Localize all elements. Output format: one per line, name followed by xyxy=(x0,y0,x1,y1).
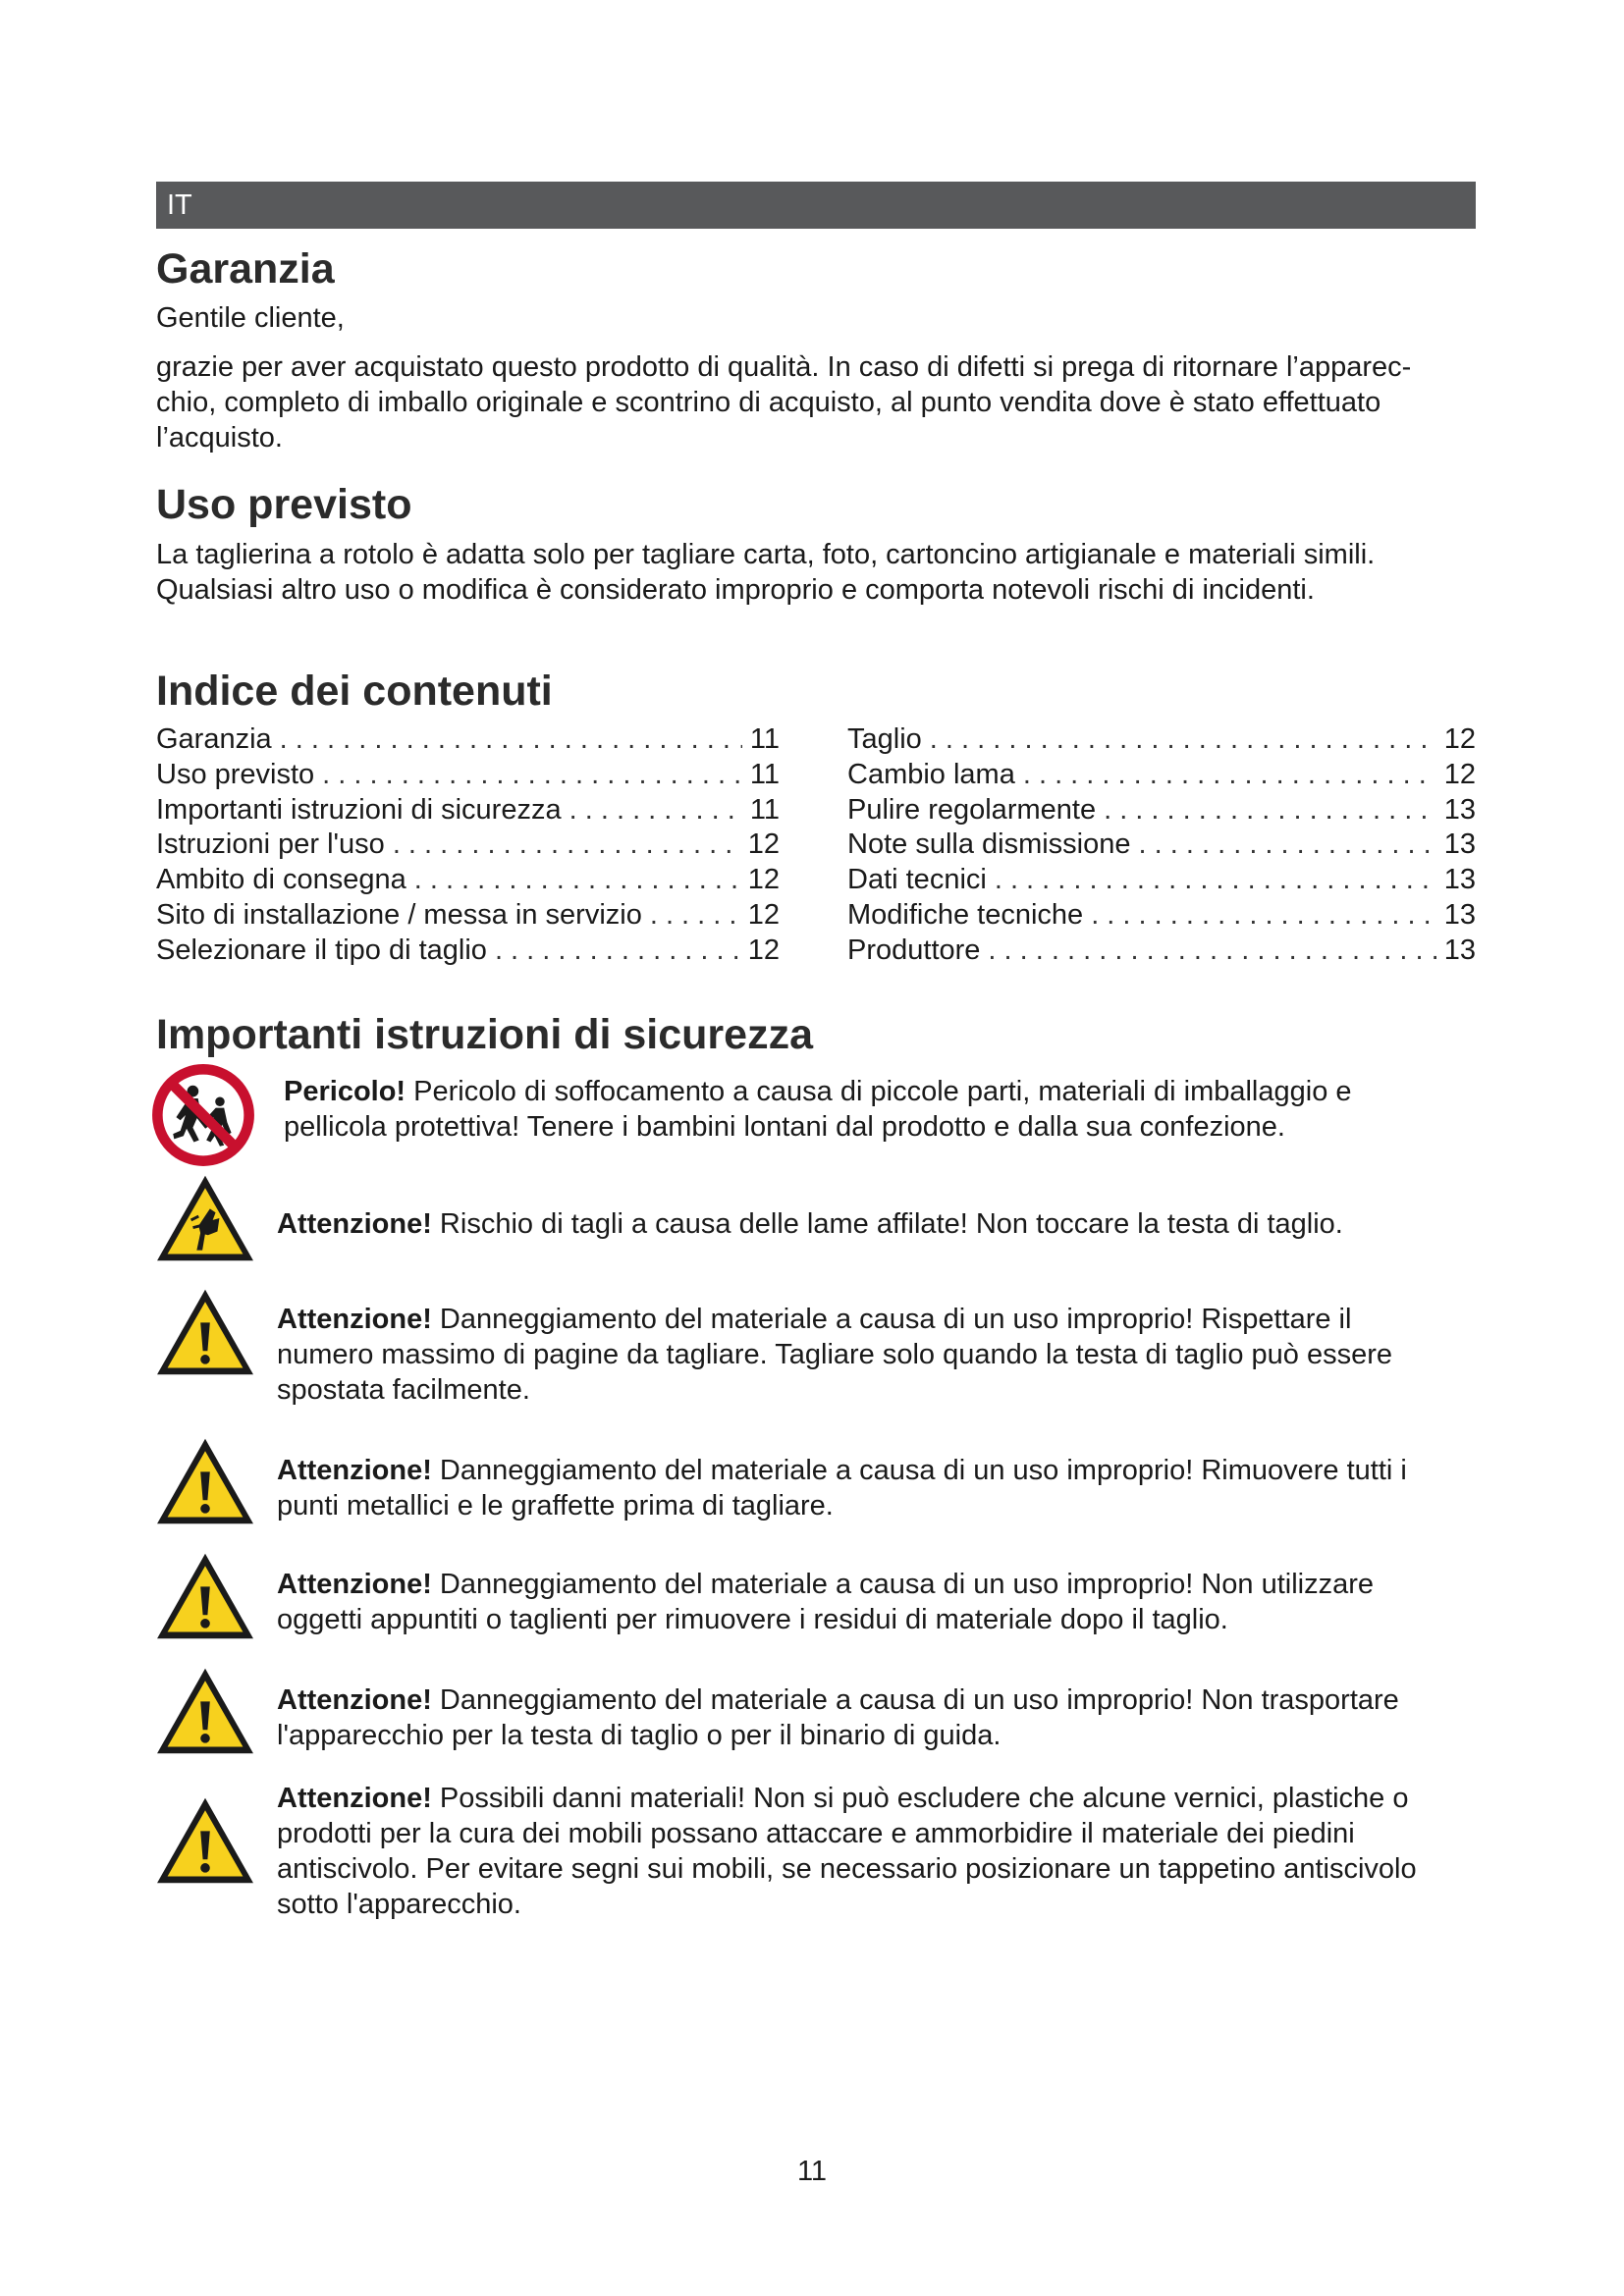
language-code: IT xyxy=(167,189,192,221)
cut-hazard-warning-icon xyxy=(152,1171,258,1265)
toc-entry xyxy=(156,862,780,898)
exclamation-warning-icon xyxy=(152,1285,258,1379)
toc-entry xyxy=(156,721,780,758)
toc-entry-page: 13 xyxy=(1443,899,1476,931)
toc-entry-label: Uso previsto xyxy=(156,758,315,790)
safety-item-3-line-1: Attenzione! Danneggiamento del materiale a causa di un uso improprio! Rispettare il xyxy=(277,1304,1352,1335)
language-header-bar xyxy=(156,182,1476,229)
safety-item-1-line-1: Pericolo! Pericolo di soffocamento a causa di piccole parti, materiali di imballaggio e xyxy=(284,1076,1352,1107)
attention-keyword: Attenzione! xyxy=(277,1455,432,1486)
toc-leader-dots xyxy=(995,862,1436,898)
toc-entry xyxy=(156,933,780,969)
toc-leader-dots xyxy=(1104,792,1436,828)
warranty-line-1: grazie per aver acquistato questo prodotto di qualità. In caso di difetti si prega di ritornare l’apparec- xyxy=(156,351,1412,383)
safety-item-6-line-2: l'apparecchio per la testa di taglio o per il binario di guida. xyxy=(277,1720,1001,1751)
toc-entry xyxy=(847,721,1476,758)
toc-leader-dots xyxy=(280,721,742,758)
danger-keyword: Pericolo! xyxy=(284,1076,406,1107)
warranty-greeting: Gentile cliente, xyxy=(156,302,345,334)
toc-leader-dots xyxy=(1139,827,1436,863)
toc-leader-dots xyxy=(1023,757,1436,793)
intended-use-heading: Uso previsto xyxy=(156,481,412,528)
page-number: 11 xyxy=(796,2156,828,2187)
toc-entry-label: Selezionare il tipo di taglio xyxy=(156,934,487,966)
toc-leader-dots xyxy=(322,757,742,793)
toc-heading: Indice dei contenuti xyxy=(156,667,553,715)
toc-leader-dots xyxy=(988,933,1435,969)
toc-entry-page: 12 xyxy=(747,828,780,861)
safety-item-7-line-1: Attenzione! Possibili danni materiali! Non si può escludere che alcune vernici, plastiche o xyxy=(277,1783,1409,1814)
toc-leader-dots xyxy=(1091,897,1436,934)
toc-entry-page: 12 xyxy=(747,934,780,966)
toc-entry xyxy=(847,862,1476,898)
exclamation-warning-icon xyxy=(152,1434,258,1528)
toc-leader-dots xyxy=(569,792,742,828)
safety-item-4-line-2: punti metallici e le graffette prima di tagliare. xyxy=(277,1490,834,1522)
attention-keyword: Attenzione! xyxy=(277,1684,432,1716)
safety-item-1-line-2: pellicola protettiva! Tenere i bambini lontani dal prodotto e dalla sua confezione. xyxy=(284,1111,1285,1143)
exclamation-warning-icon xyxy=(152,1549,258,1643)
children-prohibited-icon xyxy=(151,1063,255,1167)
toc-entry-label: Pulire regolarmente xyxy=(847,793,1097,826)
toc-entry xyxy=(847,792,1476,828)
toc-leader-dots xyxy=(495,933,740,969)
toc-entry xyxy=(847,933,1476,969)
toc-entry-label: Note sulla dismissione xyxy=(847,828,1131,861)
toc-entry xyxy=(156,827,780,863)
intended-use-line-1: La taglierina a rotolo è adatta solo per tagliare carta, foto, cartoncino artigianale e materiali simili. xyxy=(156,539,1376,570)
toc-entry-page: 11 xyxy=(749,723,780,755)
exclamation-warning-icon xyxy=(152,1664,258,1758)
safety-item-7-line-2: prodotti per la cura dei mobili possano attaccare e ammorbidire il materiale dei piedini xyxy=(277,1818,1355,1849)
toc-leader-dots xyxy=(930,721,1436,758)
toc-leader-dots xyxy=(393,827,740,863)
safety-item-3-line-2: numero massimo di pagine da tagliare. Tagliare solo quando la testa di taglio può essere xyxy=(277,1339,1392,1370)
toc-entry-label: Garanzia xyxy=(156,723,272,755)
toc-entry xyxy=(847,827,1476,863)
intended-use-line-2: Qualsiasi altro uso o modifica è considerato improprio e comporta notevoli rischi di incidenti. xyxy=(156,574,1315,606)
toc-entry-page: 13 xyxy=(1443,828,1476,861)
toc-entry xyxy=(847,757,1476,793)
attention-keyword: Attenzione! xyxy=(277,1304,432,1335)
safety-item-2-line-1: Attenzione! Rischio di tagli a causa delle lame affilate! Non toccare la testa di taglio. xyxy=(277,1208,1343,1240)
warranty-line-3: l’acquisto. xyxy=(156,422,283,454)
toc-entry xyxy=(847,897,1476,934)
toc-entry-label: Taglio xyxy=(847,723,922,755)
toc-entry-page: 12 xyxy=(1443,723,1476,755)
toc-entry-page: 13 xyxy=(1443,793,1476,826)
toc-entry-label: Modifiche tecniche xyxy=(847,899,1084,931)
toc-entry-page: 12 xyxy=(747,899,780,931)
toc-entry-label: Ambito di consegna xyxy=(156,864,406,896)
toc-entry-page: 12 xyxy=(1443,758,1476,790)
toc-entry-page: 12 xyxy=(747,864,780,896)
toc-entry-page: 11 xyxy=(749,758,780,790)
safety-item-7-line-4: sotto l'apparecchio. xyxy=(277,1889,521,1920)
toc-entry-label: Produttore xyxy=(847,934,981,966)
toc-entry xyxy=(156,792,780,828)
toc-entry-page: 13 xyxy=(1443,934,1476,966)
toc-entry-label: Sito di installazione / messa in servizio xyxy=(156,899,642,931)
safety-item-6-line-1: Attenzione! Danneggiamento del materiale a causa di un uso improprio! Non trasportare xyxy=(277,1684,1399,1716)
warranty-line-2: chio, completo di imballo originale e scontrino di acquisto, al punto vendita dove è stato effettuato xyxy=(156,387,1381,418)
toc-entry-label: Dati tecnici xyxy=(847,864,987,896)
toc-leader-dots xyxy=(650,897,740,934)
toc-entry xyxy=(156,757,780,793)
toc-entry xyxy=(156,897,780,934)
toc-entry-label: Importanti istruzioni di sicurezza xyxy=(156,793,562,826)
toc-entry-label: Istruzioni per l'uso xyxy=(156,828,385,861)
attention-keyword: Attenzione! xyxy=(277,1783,432,1814)
safety-heading: Importanti istruzioni di sicurezza xyxy=(156,1011,813,1058)
safety-item-5-line-1: Attenzione! Danneggiamento del materiale a causa di un uso improprio! Non utilizzare xyxy=(277,1569,1375,1600)
safety-item-4-line-1: Attenzione! Danneggiamento del materiale a causa di un uso improprio! Rimuovere tutti i xyxy=(277,1455,1407,1486)
safety-item-3-line-3: spostata facilmente. xyxy=(277,1374,530,1406)
attention-keyword: Attenzione! xyxy=(277,1208,432,1240)
attention-keyword: Attenzione! xyxy=(277,1569,432,1600)
warranty-heading: Garanzia xyxy=(156,245,335,293)
toc-leader-dots xyxy=(414,862,740,898)
safety-item-5-line-2: oggetti appuntiti o taglienti per rimuovere i residui di materiale dopo il taglio. xyxy=(277,1604,1228,1635)
toc-entry-page: 13 xyxy=(1443,864,1476,896)
safety-item-7-line-3: antiscivolo. Per evitare segni sui mobili, se necessario posizionare un tappetino antiscivolo xyxy=(277,1853,1417,1885)
toc-entry-page: 11 xyxy=(749,793,780,826)
toc-entry-label: Cambio lama xyxy=(847,758,1015,790)
exclamation-warning-icon xyxy=(152,1793,258,1888)
